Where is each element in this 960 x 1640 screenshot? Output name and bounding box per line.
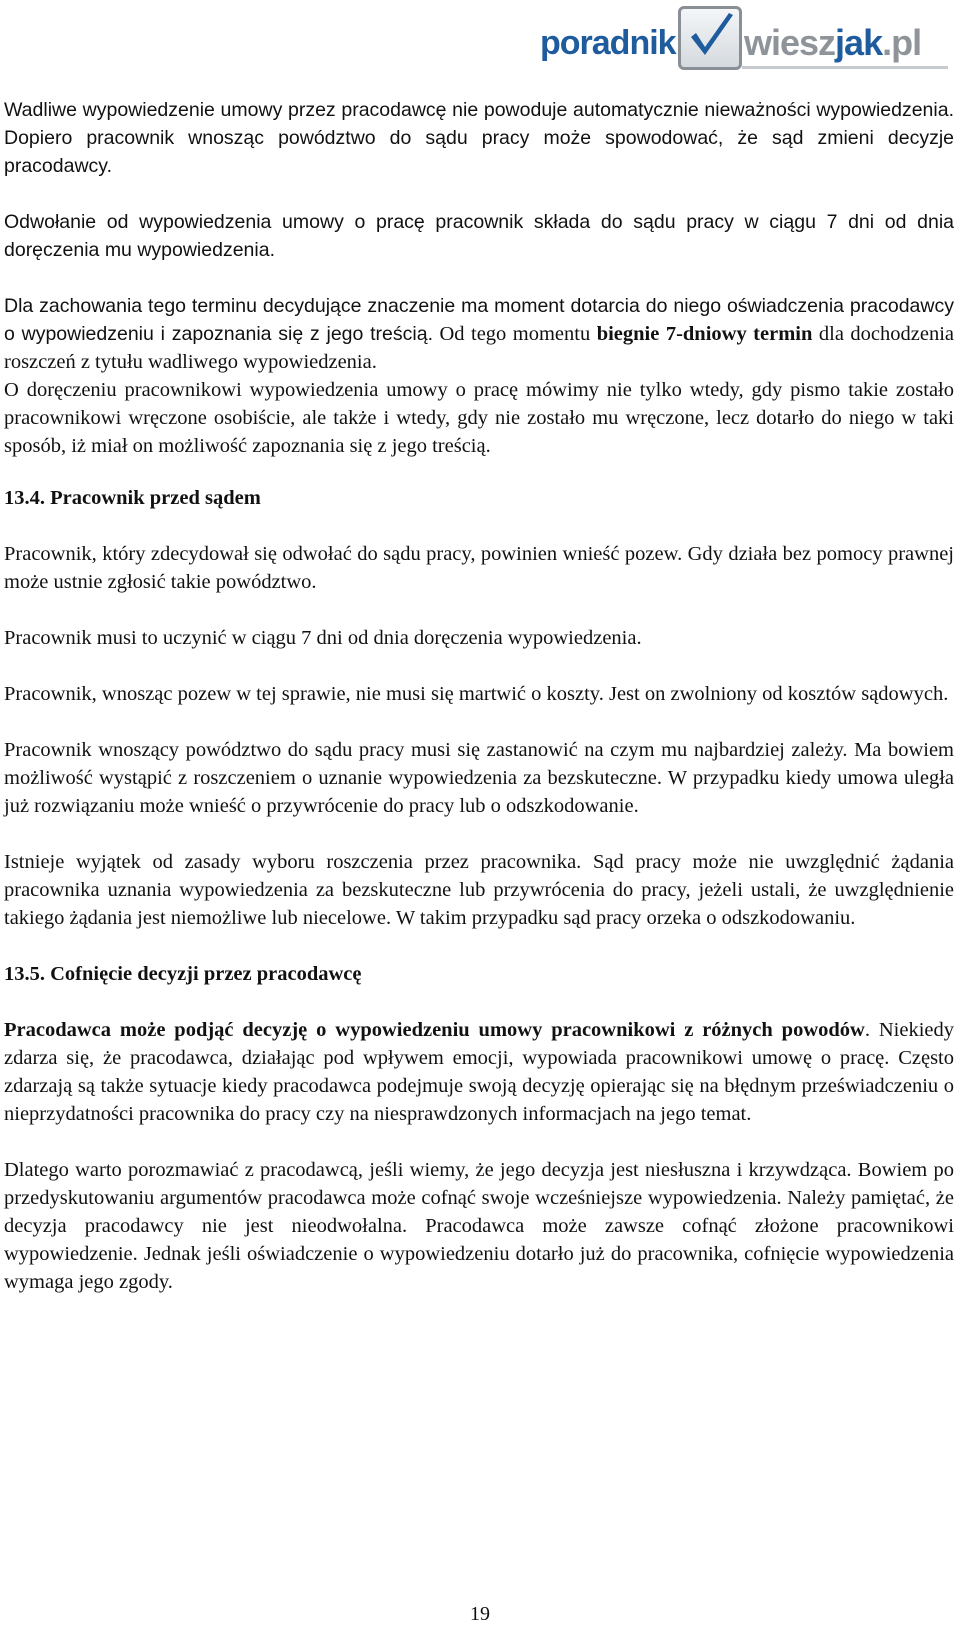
paragraph: Pracownik, wnosząc pozew w tej sprawie, nie musi się martwić o koszty. Jest on zwolniony od kosztów sądowych. (4, 683, 949, 705)
paragraph: O doręczeniu pracownikowi wypowiedzenia umowy o pracę mówimy nie tylko wtedy, gdy pismo takie zostało pracownikowi wręczone osobiście, ale także i wtedy, gdy nie zostało mu wręczone, lecz dotarło do niego w taki sposób, iż miał on możliwość zapoznania się z jego treścią. (4, 379, 954, 457)
logo-text-wieszjak: wieszjak.pl (744, 22, 922, 63)
paragraph: Wadliwe wypowiedzenie umowy przez pracodawcę nie powoduje automatycznie nieważności wypowiedzenia. Dopiero pracownik wnosząc powództwo do sądu pracy może spowodować, że sąd zmieni decyzje pracodawcy. (4, 99, 954, 177)
document-body (4, 96, 954, 1296)
paragraph: Pracownik, który zdecydował się odwołać do sądu pracy, powinien wnieść pozew. Gdy działa bez pomocy prawnej może ustnie zgłosić takie powództwo. (4, 543, 954, 593)
section-heading: 13.5. Cofnięcie decyzji przez pracodawcę (4, 963, 362, 985)
paragraph-part: . Niekiedy zdarza się, że pracodawca, działając pod wpływem emocji, wypowiada pracownikowi umowę o pracę. Często zdarzają są także sytuacje kiedy pracodawca podejmuje swoją decyzję opierając się na błędnym przeświadczeniu o nieprzydatności pracownika do pracy czy na niesprawdzonych informacjach na jego temat. (4, 1019, 954, 1125)
paragraph-part: dla dochodzenia roszczeń z tytułu wadliwego wypowiedzenia. (4, 323, 954, 373)
site-logo[interactable] (540, 6, 950, 76)
section-heading: 13.4. Pracownik przed sądem (4, 487, 261, 509)
paragraph (4, 292, 954, 376)
paragraph: Pracownik wnoszący powództwo do sądu pracy musi się zastanowić na czym mu najbardziej zależy. Ma bowiem możliwość wystąpić z roszczeniem o uznanie wypowiedzenia za bezskuteczne. W przypadku kiedy umowa uległa już rozwiązaniu może wnieść o przywrócenie do pracy lub o odszkodowanie. (4, 739, 954, 817)
paragraph: Odwołanie od wypowiedzenia umowy o pracę pracownik składa do sądu pracy w ciągu 7 dni od dnia doręczenia mu wypowiedzenia. (4, 211, 954, 261)
paragraph: Dlatego warto porozmawiać z pracodawcą, jeśli wiemy, że jego decyzja jest niesłuszna i krzywdząca. Bowiem po przedyskutowaniu argumentów pracodawca może cofnąć swoje wcześniejsze wypowiedzenia. Należy pamiętać, że decyzja pracodawcy nie jest nieodwołalna. Pracodawca może zawsze cofnąć złożone pracownikowi wypowiedzenie. Jednak jeśli oświadczenie o wypowiedzeniu dotarło już do pracownika, cofnięcie wypowiedzenia wymaga jego zgody. (4, 1159, 954, 1293)
paragraph-part: Od tego momentu (432, 323, 597, 345)
paragraph: Istnieje wyjątek od zasady wyboru roszczenia przez pracownika. Sąd pracy może nie uwzględnić żądania pracownika uznania wypowiedzenia za bezskuteczne lub przywrócenia do pracy, jeżeli ustali, że uwzględnienie takiego żądania jest niemożliwe lub niecelowe. W takim przypadku sąd pracy orzeka o odszkodowaniu. (4, 851, 954, 929)
bold-phrase: Pracodawca może podjąć decyzję o wypowiedzeniu umowy pracownikowi z różnych powodów (4, 1019, 865, 1041)
paragraph (4, 1016, 954, 1128)
logo-underline (742, 66, 948, 69)
logo-text-poradnik: poradnik (540, 24, 676, 62)
page-number: 19 (470, 1603, 490, 1625)
paragraph-part: Dla zachowania tego terminu decydujące znaczenie ma moment dotarcia do niego oświadczenia pracodawcy o wypowiedzeniu i zapoznania się z jego treścią. (4, 295, 954, 345)
paragraph: Pracownik musi to uczynić w ciągu 7 dni od dnia doręczenia wypowiedzenia. (4, 627, 642, 649)
checkmark-icon (678, 6, 742, 70)
bold-phrase: biegnie 7-dniowy termin (596, 323, 813, 345)
